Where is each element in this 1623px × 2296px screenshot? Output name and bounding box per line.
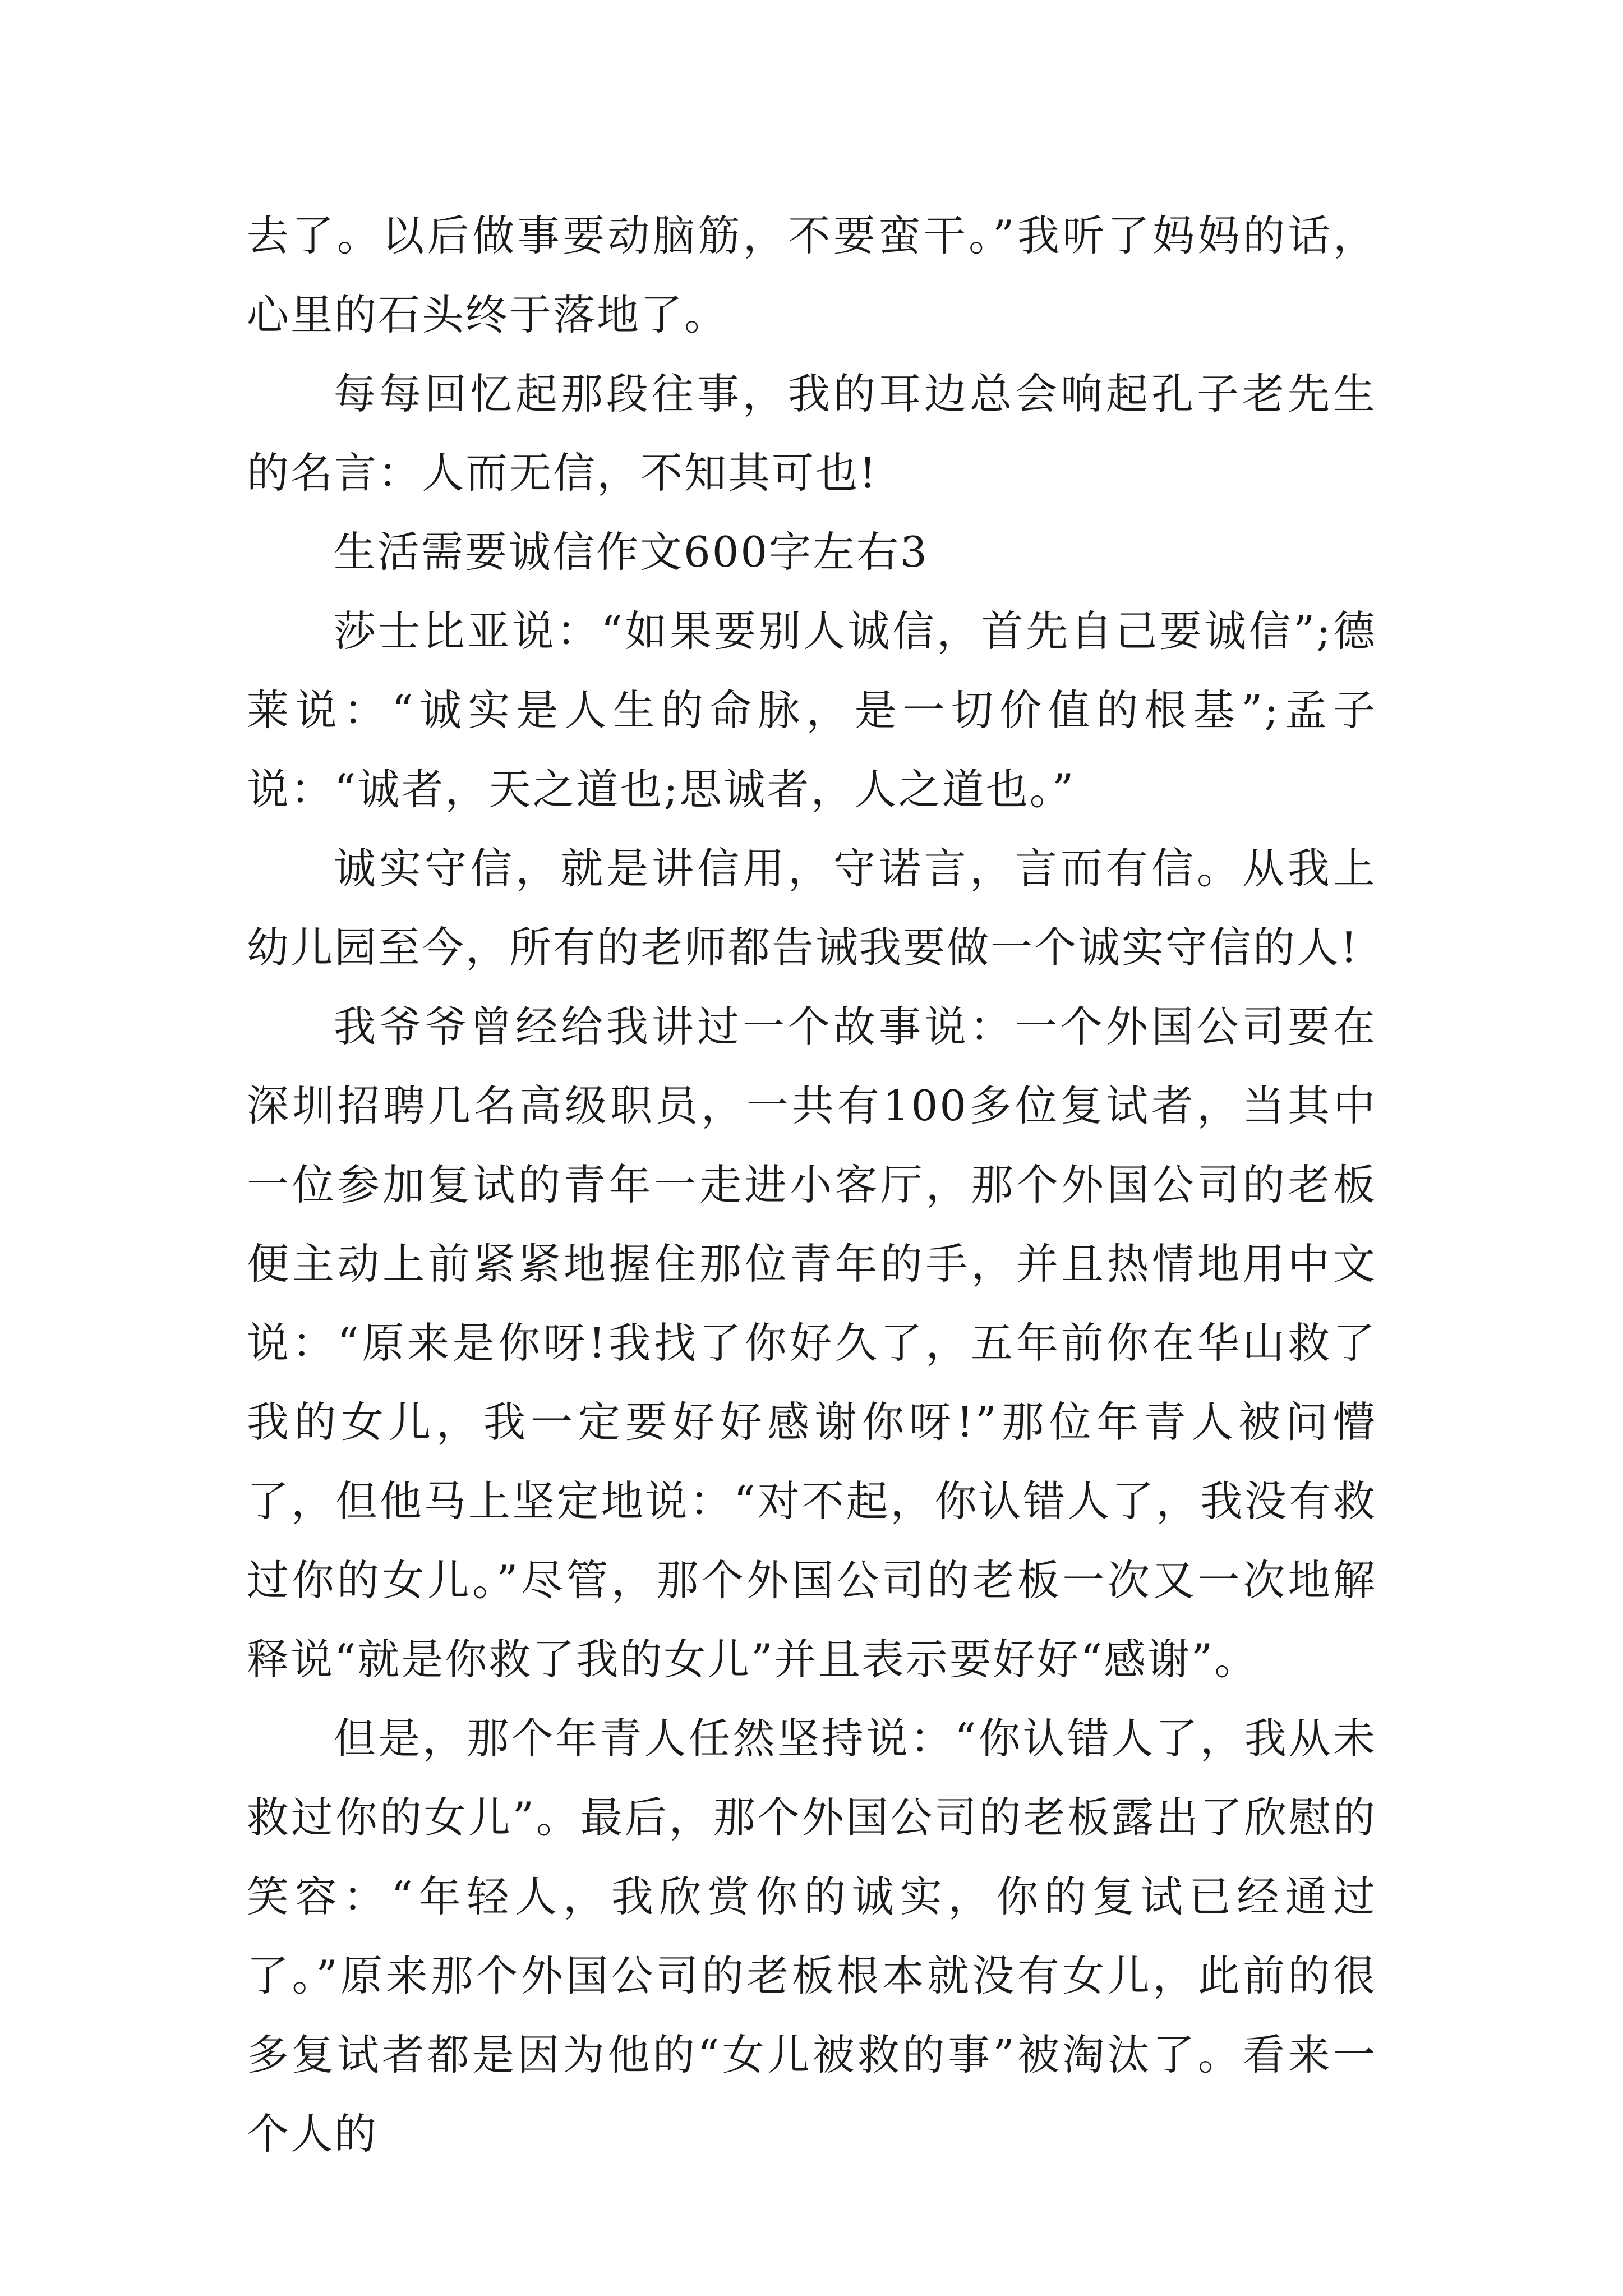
essay-title: 生活需要诚信作文600字左右3	[334, 527, 929, 577]
paragraph-story: 我爷爷曾经给我讲过一个故事说：一个外国公司要在深圳招聘几名高级职员，一共有100多位复试者，当其中一位参加复试的青年一走进小客厅，那个外国公司的老板便主动上前紧紧地握住那位青年的手，并且热情地用中文说：“原来是你呀!我找了你好久了，五年前你在华山救了我的女儿，我一定要好好感谢你呀!”那位年青人被问懵了，但他马上坚定地说：“对不起，你认错人了，我没有救过你的女儿。”尽管，那个外国公司的老板一次又一次地解释说“就是你救了我的女儿”并且表示要好好“感谢”。	[247, 1002, 1377, 1684]
paragraph-honesty: 诚实守信，就是讲信用，守诺言，言而有信。从我上幼儿园至今，所有的老师都告诫我要做一个诚实守信的人!	[247, 844, 1377, 972]
paragraph-story-ending: 但是，那个年青人任然坚持说：“你认错人了，我从未救过你的女儿”。最后，那个外国公司的老板露出了欣慰的笑容：“年轻人，我欣赏你的诚实，你的复试已经通过了。”原来那个外国公司的老板根本就没有女儿，此前的很多复试者都是因为他的“女儿被救的事”被淘汰了。看来一个人的	[247, 1714, 1377, 2159]
document-body	[247, 196, 1377, 2174]
paragraph-quotes: 莎士比亚说：“如果要别人诚信，首先自己要诚信”;德莱说：“诚实是人生的命脉，是一切价值的根基”;孟子说：“诚者，天之道也;思诚者，人之道也。”	[247, 606, 1377, 814]
paragraph-continuation: 去了。以后做事要动脑筋，不要蛮干。”我听了妈妈的话，心里的石头终于落地了。	[247, 211, 1377, 339]
paragraph-recollection: 每每回忆起那段往事，我的耳边总会响起孔子老先生的名言：人而无信，不知其可也!	[247, 369, 1377, 498]
